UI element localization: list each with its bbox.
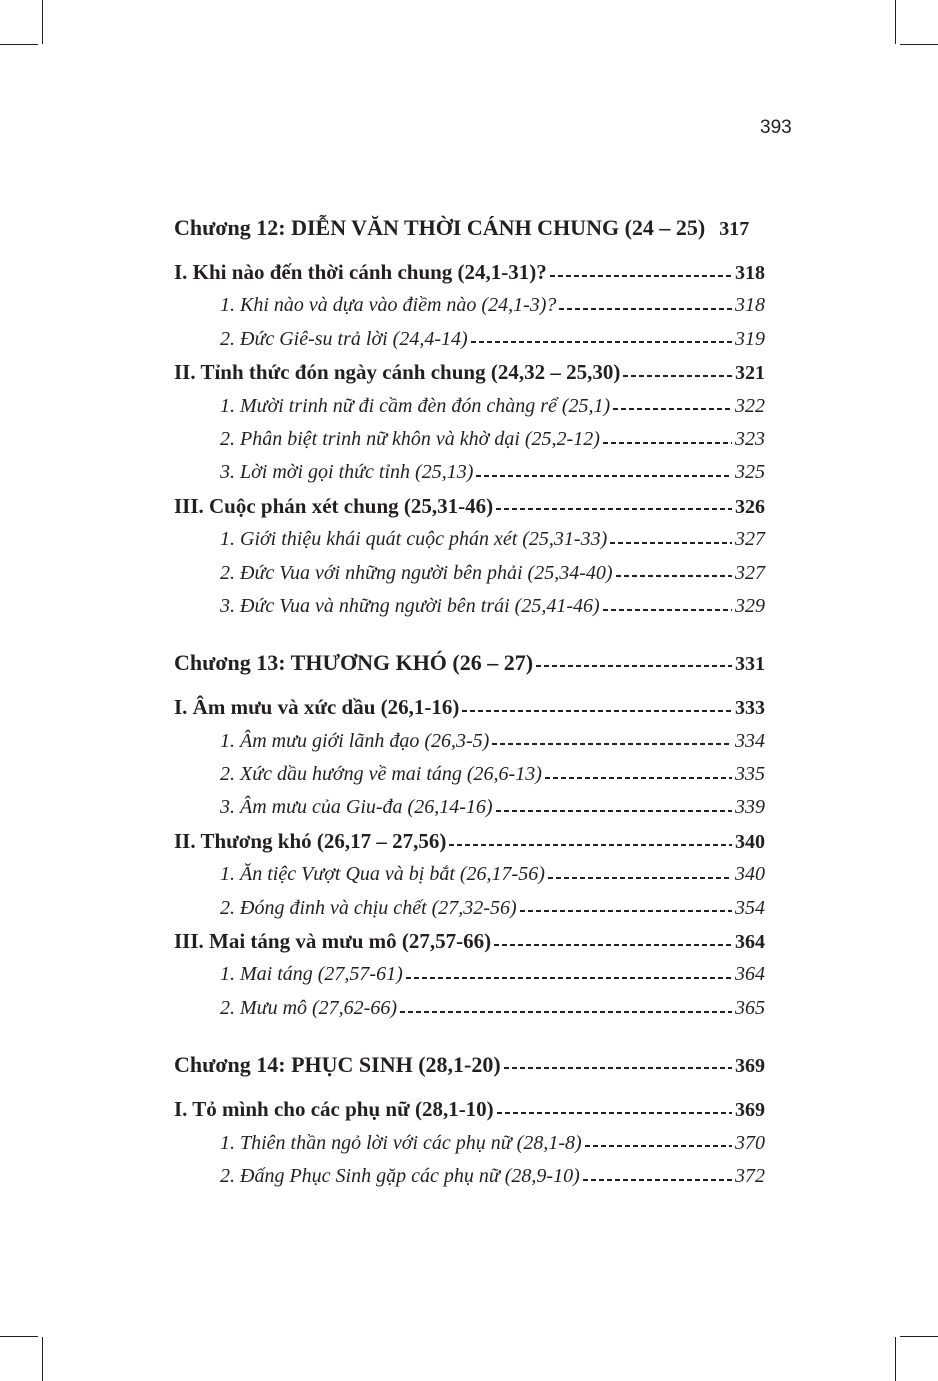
toc-entry-title: III. Mai táng và mưu mô (27,57-66) <box>174 929 492 954</box>
toc-entry-sub <box>174 323 765 356</box>
toc-entry-sub <box>174 725 765 758</box>
toc-entry-title: I. Âm mưu và xức dầu (26,1-16) <box>174 695 460 720</box>
toc-entry-title: I. Khi nào đến thời cánh chung (24,1-31)? <box>174 260 547 284</box>
dot-leader <box>462 710 732 712</box>
toc-entry-title: II. Thương khó (26,17 – 27,56) <box>174 828 447 853</box>
toc-entry-title: 3. Đức Vua và những người bên trái (25,41-46) <box>220 594 600 617</box>
crop-mark <box>900 44 938 45</box>
toc-entry-page: 318 <box>735 262 765 284</box>
dot-leader <box>623 375 732 377</box>
toc-entry-sub <box>174 423 765 456</box>
dot-leader <box>449 844 732 846</box>
toc-entry-page: 335 <box>735 763 765 786</box>
crop-mark <box>895 0 896 44</box>
toc-entry-section <box>174 1093 765 1126</box>
toc-entry-page: 325 <box>735 461 765 484</box>
toc-entry-title: 2. Đấng Phục Sinh gặp các phụ nữ (28,9-10) <box>220 1164 580 1187</box>
toc-entry-sub <box>174 892 765 925</box>
toc-entry-page: 354 <box>735 896 765 919</box>
dot-leader <box>616 575 732 577</box>
dot-leader <box>400 1011 732 1013</box>
toc-entry-title: 2. Xức dầu hướng về mai táng (26,6-13) <box>220 763 542 786</box>
toc-entry-sub <box>174 992 765 1025</box>
toc-entry-page: 369 <box>735 1099 765 1122</box>
toc-entry-sub <box>174 791 765 824</box>
toc-entry-title: 2. Đức Giê-su trả lời (24,4-14) <box>220 327 468 350</box>
toc-entry-title: 2. Đức Vua với những người bên phải (25,34-40) <box>220 561 613 584</box>
toc-entry-section <box>174 691 765 724</box>
toc-entry-page: 323 <box>735 427 765 450</box>
dot-leader <box>559 308 732 310</box>
toc-entry-sub <box>174 289 765 322</box>
toc-entry-page: 365 <box>735 996 765 1019</box>
dot-leader <box>545 777 732 779</box>
toc-entry-page: 321 <box>735 362 765 385</box>
toc-entry-page: 318 <box>735 294 765 317</box>
dot-leader <box>613 408 732 410</box>
crop-mark <box>0 1336 38 1337</box>
toc-entry-title: 2. Phân biệt trinh nữ khôn và khờ dại (25,2-12) <box>220 427 600 450</box>
dot-leader <box>406 977 732 979</box>
dot-leader <box>496 810 732 812</box>
toc-entry-sub <box>174 523 765 556</box>
toc-entry-chapter <box>174 645 765 681</box>
toc-entry-title: 3. Âm mưu của Giu-đa (26,14-16) <box>220 796 493 819</box>
toc-entry-page: 322 <box>735 394 765 417</box>
dot-leader <box>585 1145 732 1147</box>
toc-entry-title: 2. Đóng đinh và chịu chết (27,32-56) <box>220 896 517 919</box>
dot-leader <box>494 944 732 946</box>
toc-entry-page: 339 <box>735 796 765 819</box>
toc-entry-title: 1. Mười trinh nữ đi cầm đèn đón chàng rể (25,1) <box>220 394 611 417</box>
toc-entry-page: 333 <box>735 697 765 720</box>
toc-entry-title: 1. Giới thiệu khái quát cuộc phán xét (25,31-33) <box>220 528 608 551</box>
toc-entry-title: 3. Lời mời gọi thức tỉnh (25,13) <box>220 461 474 484</box>
toc-entry-title: I. Tỏ mình cho các phụ nữ (28,1-10) <box>174 1097 494 1122</box>
toc-entry-section <box>174 825 765 858</box>
toc-entry-sub <box>174 557 765 590</box>
page-number: 393 <box>760 117 792 138</box>
toc-entry-page: 327 <box>735 561 765 584</box>
toc-entry-sub <box>174 456 765 489</box>
toc-entry-sub <box>174 858 765 891</box>
toc-entry-page: 326 <box>735 495 765 518</box>
toc-entry-page: 364 <box>735 931 765 954</box>
toc-entry-sub <box>174 1127 765 1160</box>
toc-entry-page: 331 <box>735 653 765 676</box>
toc-entry-title: 1. Mai táng (27,57-61) <box>220 963 403 986</box>
dot-leader <box>583 1179 732 1181</box>
toc-entry-page: 340 <box>735 863 765 886</box>
toc-entry-title: 2. Mưu mô (27,62-66) <box>220 996 397 1019</box>
toc-entry-sub <box>174 390 765 423</box>
toc-entry-page: 317 <box>719 218 750 240</box>
toc-entry-chapter <box>174 210 765 246</box>
crop-mark <box>42 0 43 44</box>
toc-entry-title: II. Tỉnh thức đón ngày cánh chung (24,32 – 25,30) <box>174 360 621 385</box>
crop-mark <box>0 44 38 45</box>
toc-entry-page: 334 <box>735 729 765 752</box>
dot-leader <box>497 1112 732 1114</box>
table-of-contents <box>174 210 765 1193</box>
dot-leader <box>708 230 716 232</box>
toc-entry-page: 319 <box>735 327 765 350</box>
toc-entry-sub <box>174 958 765 991</box>
toc-entry-sub <box>174 590 765 623</box>
toc-entry-section <box>174 925 765 958</box>
dot-leader <box>471 341 732 343</box>
dot-leader <box>492 743 732 745</box>
crop-mark <box>900 1336 938 1337</box>
dot-leader <box>603 609 732 611</box>
toc-entry-section <box>174 256 765 289</box>
toc-entry-section <box>174 356 765 389</box>
toc-entry-page: 340 <box>735 830 765 853</box>
toc-entry-title: Chương 13: THƯƠNG KHÓ (26 – 27) <box>174 650 534 676</box>
dot-leader <box>504 1067 732 1069</box>
toc-entry-page: 372 <box>735 1164 765 1187</box>
toc-entry-page: 329 <box>735 594 765 617</box>
dot-leader <box>610 542 732 544</box>
dot-leader <box>536 665 732 667</box>
dot-leader <box>548 877 732 879</box>
dot-leader <box>550 275 732 277</box>
toc-entry-title: 1. Khi nào và dựa vào điềm nào (24,1-3)? <box>220 294 557 317</box>
dot-leader <box>476 475 732 477</box>
crop-mark <box>42 1337 43 1381</box>
toc-entry-page: 327 <box>735 528 765 551</box>
toc-entry-title: Chương 12: DIỄN VĂN THỜI CÁNH CHUNG (24 – 25) <box>174 215 706 240</box>
dot-leader <box>603 442 732 444</box>
toc-entry-page: 369 <box>735 1055 765 1078</box>
toc-entry-section <box>174 490 765 523</box>
toc-entry-page: 364 <box>735 963 765 986</box>
toc-entry-page: 370 <box>735 1131 765 1154</box>
dot-leader <box>496 508 732 510</box>
toc-entry-title: 1. Ăn tiệc Vượt Qua và bị bắt (26,17-56) <box>220 863 545 886</box>
toc-entry-sub <box>174 1160 765 1193</box>
crop-mark <box>895 1337 896 1381</box>
toc-entry-sub <box>174 758 765 791</box>
toc-entry-chapter <box>174 1047 765 1083</box>
toc-entry-title: Chương 14: PHỤC SINH (28,1-20) <box>174 1052 501 1078</box>
toc-entry-title: 1. Thiên thần ngỏ lời với các phụ nữ (28,1-8) <box>220 1131 582 1154</box>
toc-entry-title: 1. Âm mưu giới lãnh đạo (26,3-5) <box>220 729 490 752</box>
dot-leader <box>520 910 732 912</box>
toc-entry-title: III. Cuộc phán xét chung (25,31-46) <box>174 493 494 518</box>
